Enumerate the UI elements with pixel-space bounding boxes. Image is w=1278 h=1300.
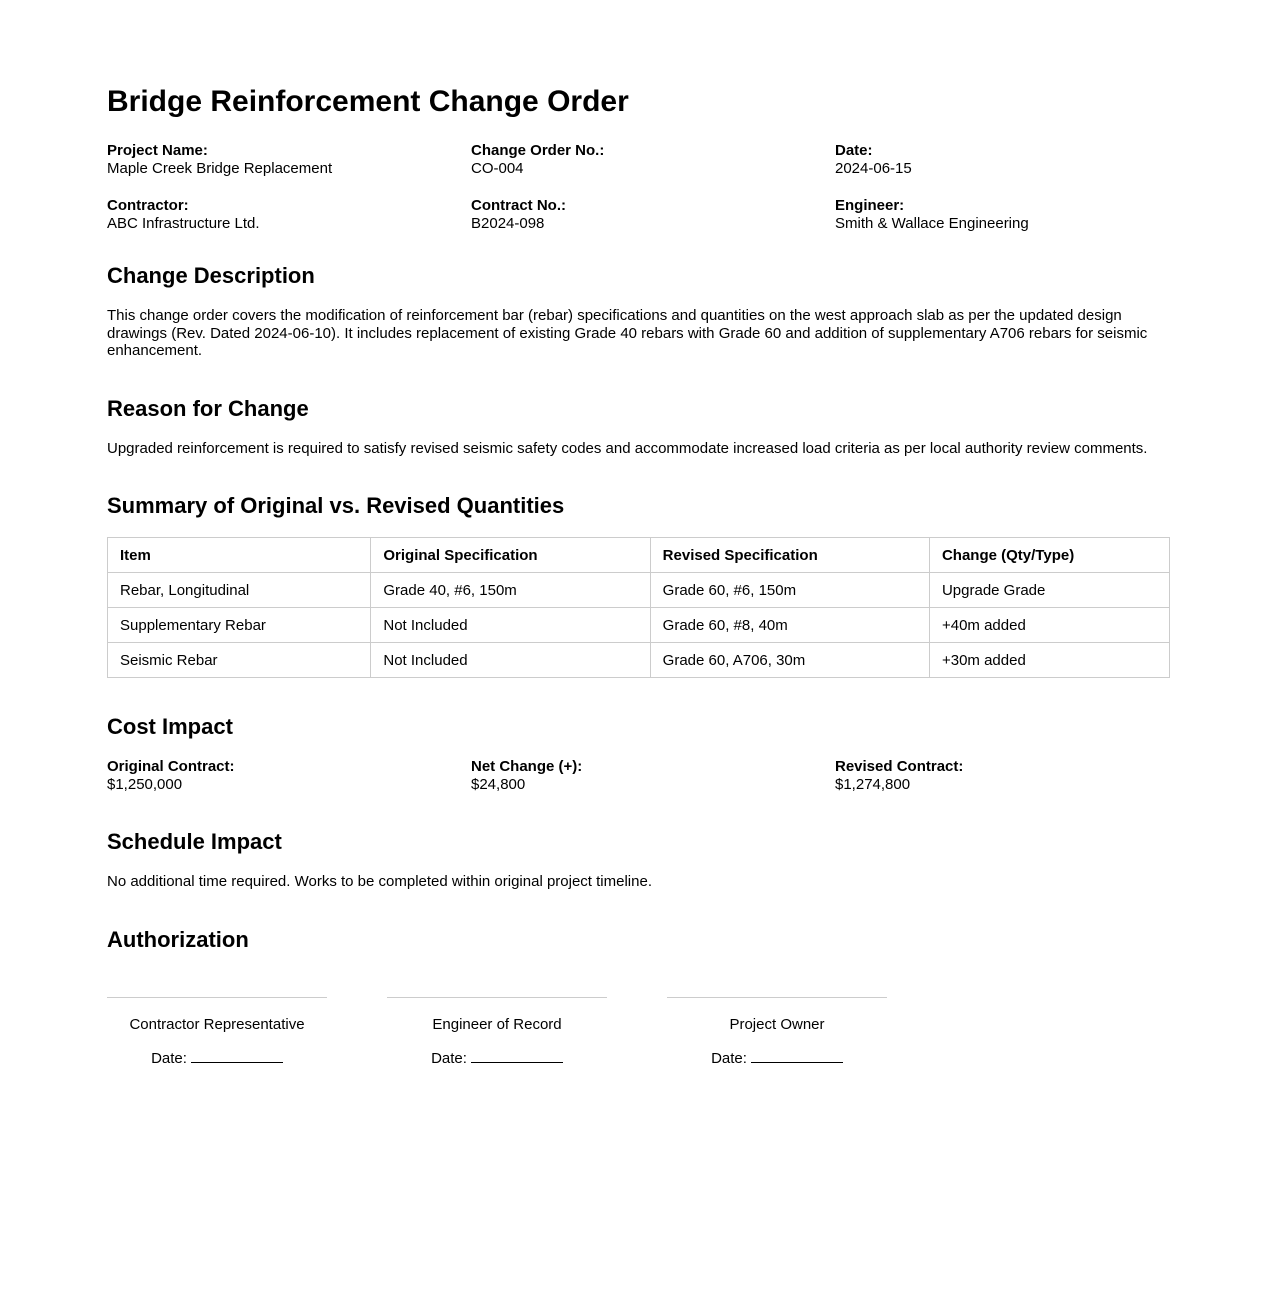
meta-value: Maple Creek Bridge Replacement [107,159,333,177]
cost-field-net-change [471,758,835,793]
date-label: Date: [711,1050,747,1067]
date-fill-line [471,1049,563,1063]
cell-item: Seismic Rebar [108,643,371,678]
meta-field-date [835,142,1170,177]
cost-impact-grid [107,758,1170,793]
table-header-row [108,538,1170,573]
meta-label: Date: [835,142,873,159]
cell-revised-spec: Grade 60, A706, 30m [650,643,929,678]
signature-block-contractor-representative [107,997,327,1068]
signature-date-row [107,1049,327,1067]
heading-summary-quantities: Summary of Original vs. Revised Quantities [107,493,565,518]
column-header-revised-spec: Revised Specification [650,538,929,573]
date-fill-line [751,1049,843,1063]
cell-revised-spec: Grade 60, #8, 40m [650,608,929,643]
cost-field-revised-contract [835,758,1170,793]
signature-line [387,997,607,998]
heading-reason-for-change: Reason for Change [107,395,309,421]
column-header-change: Change (Qty/Type) [929,538,1169,573]
signature-block-project-owner [667,997,887,1068]
cost-field-original-contract [107,758,471,793]
meta-field-contract-no [471,197,835,232]
meta-label: Contractor: [107,197,189,214]
meta-label: Engineer: [835,197,905,214]
signature-date-row [667,1049,887,1067]
meta-value: B2024-098 [471,214,545,232]
signature-role-label: Contractor Representative [129,1015,305,1033]
cell-item: Supplementary Rebar [108,608,371,643]
meta-value: CO-004 [471,159,524,177]
heading-change-description: Change Description [107,263,315,288]
cost-value: $24,800 [471,775,526,793]
heading-authorization: Authorization [107,926,249,952]
meta-field-project-name [107,142,471,177]
table-row [108,573,1170,608]
cost-value: $1,250,000 [107,775,183,793]
cell-change: +30m added [929,643,1169,678]
column-header-item: Item [108,538,371,573]
signature-line [667,997,887,998]
meta-label: Change Order No.: [471,142,605,159]
meta-value: 2024-06-15 [835,159,912,177]
reason-for-change-text: Upgraded reinforcement is required to satisfy revised seismic safety codes and accommodate increased load criteria as per local authority review comments. [107,439,1148,457]
cell-original-spec: Not Included [371,608,650,643]
meta-value: Smith & Wallace Engineering [835,214,1029,232]
meta-label: Contract No.: [471,197,566,214]
meta-label: Project Name: [107,142,208,159]
heading-schedule-impact: Schedule Impact [107,829,282,854]
cost-label: Net Change (+): [471,758,583,775]
signature-role-label: Engineer of Record [432,1015,562,1033]
date-fill-line [191,1049,283,1063]
document-title: Bridge Reinforcement Change Order [107,85,629,118]
signature-block-engineer-of-record [387,997,607,1068]
cell-item: Rebar, Longitudinal [108,573,371,608]
cost-label: Revised Contract: [835,758,964,775]
signature-role-label: Project Owner [729,1015,825,1033]
cell-change: Upgrade Grade [929,573,1169,608]
table-row [108,643,1170,678]
table-row [108,608,1170,643]
schedule-impact-text: No additional time required. Works to be completed within original project timeline. [107,873,652,890]
cost-label: Original Contract: [107,758,235,775]
column-header-original-spec: Original Specification [371,538,650,573]
meta-field-engineer [835,197,1170,232]
cost-value: $1,274,800 [835,775,911,793]
heading-cost-impact: Cost Impact [107,714,233,739]
signature-line [107,997,327,998]
meta-field-change-order-no [471,142,835,177]
date-label: Date: [431,1050,467,1067]
cell-original-spec: Not Included [371,643,650,678]
meta-field-contractor [107,197,471,232]
cell-revised-spec: Grade 60, #6, 150m [650,573,929,608]
document-meta [107,142,1170,232]
date-label: Date: [151,1050,187,1067]
change-description-text: This change order covers the modification of reinforcement bar (rebar) specifications and quantities on the west approach slab as per the updated design drawings (Rev. Dated 2024-06-10). It includes replacement of existing Grade 40 rebars with Grade 60 and addition of supplementary A706 rebars for seismic enhancement. [107,307,1148,359]
meta-value: ABC Infrastructure Ltd. [107,214,260,232]
quantities-table [107,537,1170,678]
authorization-signatures [107,997,1170,1068]
cell-original-spec: Grade 40, #6, 150m [371,573,650,608]
signature-date-row [387,1049,607,1067]
cell-change: +40m added [929,608,1169,643]
